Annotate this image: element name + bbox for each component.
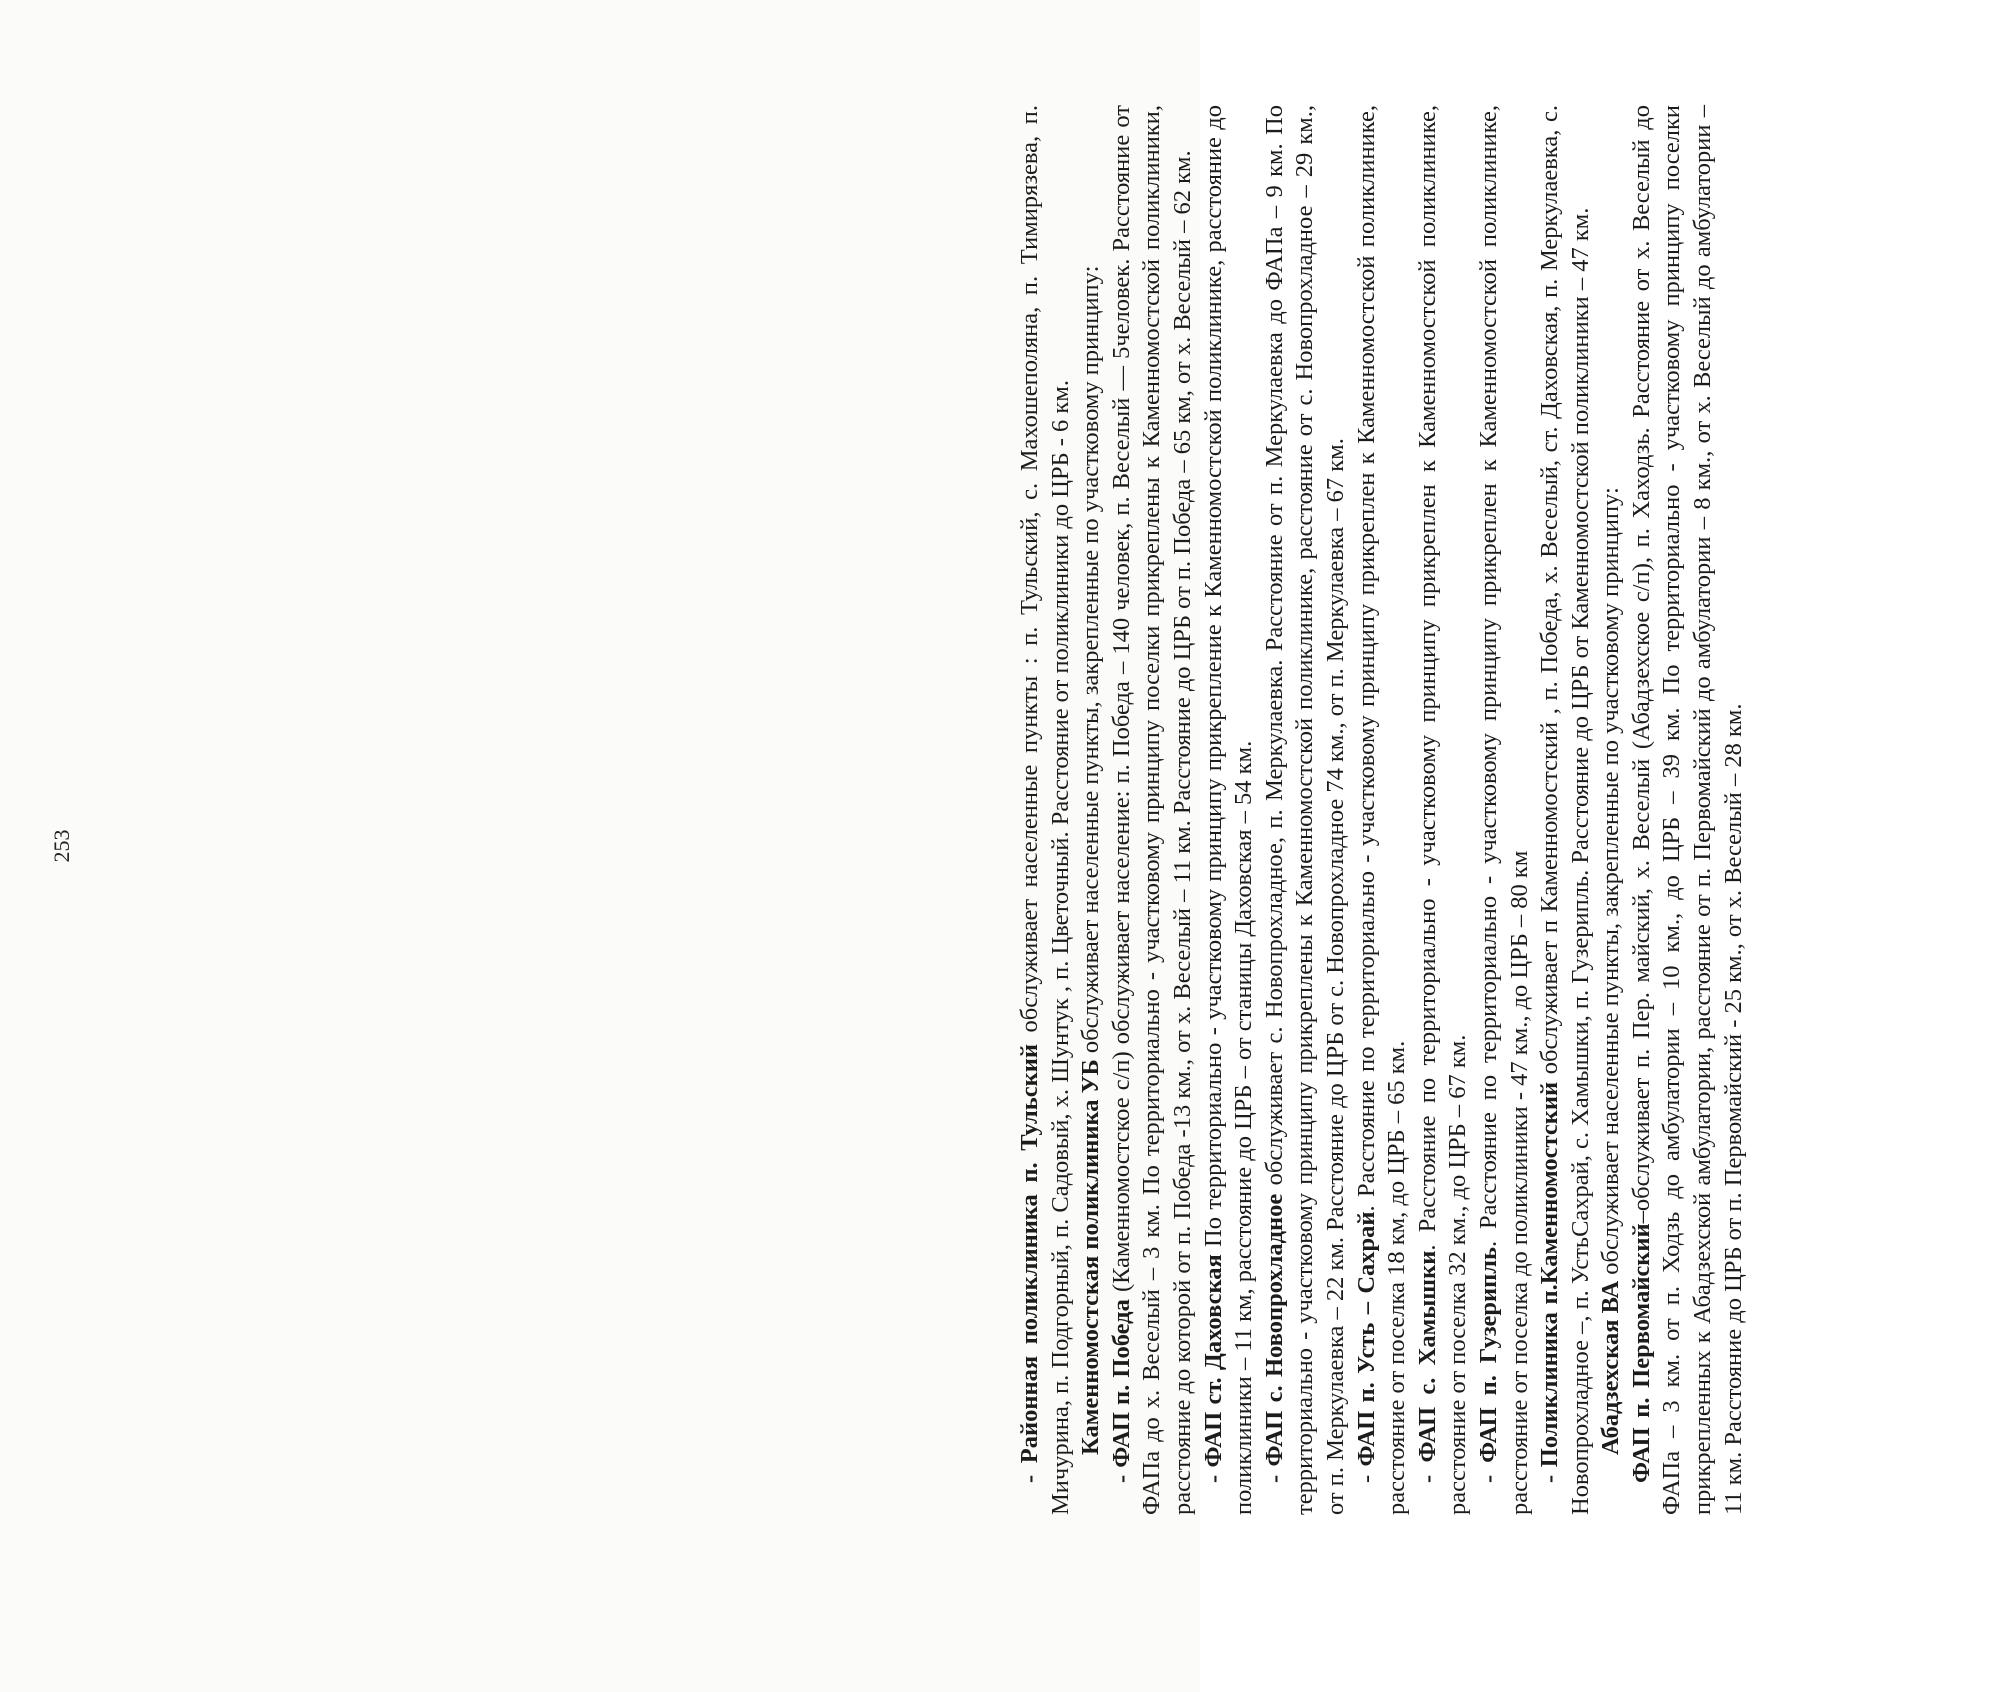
page-number: 253	[49, 829, 74, 863]
paragraph-text: обслуживает населенные пункты, закрепленные по участковому принципу:	[1597, 487, 1625, 1281]
paragraph	[1535, 105, 1596, 1515]
paragraph-text: обслуживает населенные пункты, закрепленные по участковому принципу:	[1077, 265, 1105, 1060]
paragraph-text: обслуживает с. Новопрохладное, п. Меркулаевка. Расстояние от п. Меркулаевка до ФАПа – 9 км. По территориально - участковому принципу прикреплены к Каменномостской поликлинике, расстояние от с. Новопрохладное – 29 км., от п. Меркулаевка – 22 км. Расстояние до ЦРБ от с. Новопрохладное 74 км., от п. Меркулаевка – 67 км.	[1260, 105, 1349, 1515]
paragraph	[1107, 105, 1199, 1515]
paragraph-heading: - Поликлиника п.Каменномостский	[1536, 1081, 1564, 1483]
paragraph	[1474, 105, 1535, 1515]
paragraph-text: –обслуживает п. Пер. майский, х. Веселый (Абадзехское с/п), п. Хаходзь. Расстояние от х. Веселый до ФАПа – 3 км. от п. Ходзь до амбулатории – 10 км., до ЦРБ – 39 км. По территориально - участковому принципу поселки прикрепленных к Абадзехской амбулатории, расстояние от п. Первомайский до амбулатории – 8 км., от х. Веселый до амбулатории – 11 км. Расстояние до ЦРБ от п. Первомайский - 25 км., от х. Веселый – 28 км.	[1627, 105, 1747, 1515]
paragraph-heading: Абадзехская ВА	[1597, 1280, 1625, 1455]
paragraph	[1413, 105, 1474, 1515]
paragraph-text: обслуживает п Каменномостский , п. Победа, х. Веселый, ст. Даховская, п. Меркулаевка, с. Новопрохладное –, п. УстьСахрай, с. Хамышки, п. Гузерипль. Расстояние до ЦРБ от Каменномостской поликлиники – 47 км.	[1536, 105, 1594, 1515]
text-block	[1015, 105, 2015, 1515]
paragraph	[1627, 105, 1749, 1515]
paragraph	[1260, 105, 1352, 1515]
paragraph-text: (Каменномостское с/п) обслуживает население: п. Победа – 140 человек, п. Веселый — 5человек. Расстояние от ФАПа до х. Веселый – 3 км. По территориально - участковому принципу поселки прикреплены к Каменномостской поликлиники, расстояние до которой от п. Победа -13 км., от х. Веселый – 11 км. Расстояние до ЦРБ от п. Победа – 65 км, от х. Веселый – 62 км.	[1107, 105, 1196, 1515]
paragraph-text: . Расстояние по территориально - участковому принципу прикреплен к Каменномостской поликлинике, расстояние от поселка до поликлиники - 47 км., до ЦРБ – 80 км	[1474, 105, 1533, 1515]
paragraph-heading: - ФАП ст. Даховская	[1199, 1254, 1227, 1483]
paragraph-text: По территориально - участковому принципу прикрепление к Каменномостской поликлинике, расстояние до поликлиники – 11 км, расстояние до ЦРБ – от станицы Даховская – 54 км.	[1199, 105, 1258, 1515]
paragraph	[1076, 105, 1107, 1515]
paragraph-text: -	[1352, 1466, 1380, 1483]
paragraph-heading: ФАП п. Усть – Сахрай	[1352, 1211, 1380, 1467]
paragraph-heading: ФАП п. Первомайский	[1627, 1223, 1655, 1483]
paragraph	[1352, 105, 1413, 1515]
paragraph-text: обслуживает населенные пункты : п. Тульский, с. Махошеполяна, п. Тимирязева, п. Мичурина, п. Подгорный, п. Садовый, х. Шунтук , п. Цветочный. Расстояние от поликлиники до ЦРБ - 6 км.	[1016, 104, 1074, 1515]
paragraph	[1596, 105, 1627, 1515]
paragraph	[1199, 105, 1260, 1515]
paragraph-text: . Расстояние по территориально - участковому принципу прикреплен к Каменномостской поликлинике, расстояние от поселка 18 км, до ЦРБ – 65 км.	[1352, 105, 1411, 1515]
paragraph-heading: - ФАП с. Хамышки	[1413, 1250, 1441, 1483]
paragraph	[1015, 105, 1076, 1515]
paragraph-heading: - Районная поликлиника п. Тульский	[1016, 1044, 1043, 1483]
paragraph-text: . Расстояние по территориально - участковому принципу прикреплен к Каменномостской поликлинике, расстояние от поселка 32 км., до ЦРБ – 67 км.	[1413, 105, 1472, 1515]
paragraph-heading: - ФАП п. Победа	[1107, 1299, 1135, 1483]
paragraph-heading: - ФАП с. Новопрохладное	[1260, 1193, 1288, 1483]
paragraph-heading: - ФАП п. Гузерипль	[1474, 1247, 1502, 1483]
paragraph-heading: Каменномостская поликлиника УБ	[1077, 1059, 1105, 1455]
